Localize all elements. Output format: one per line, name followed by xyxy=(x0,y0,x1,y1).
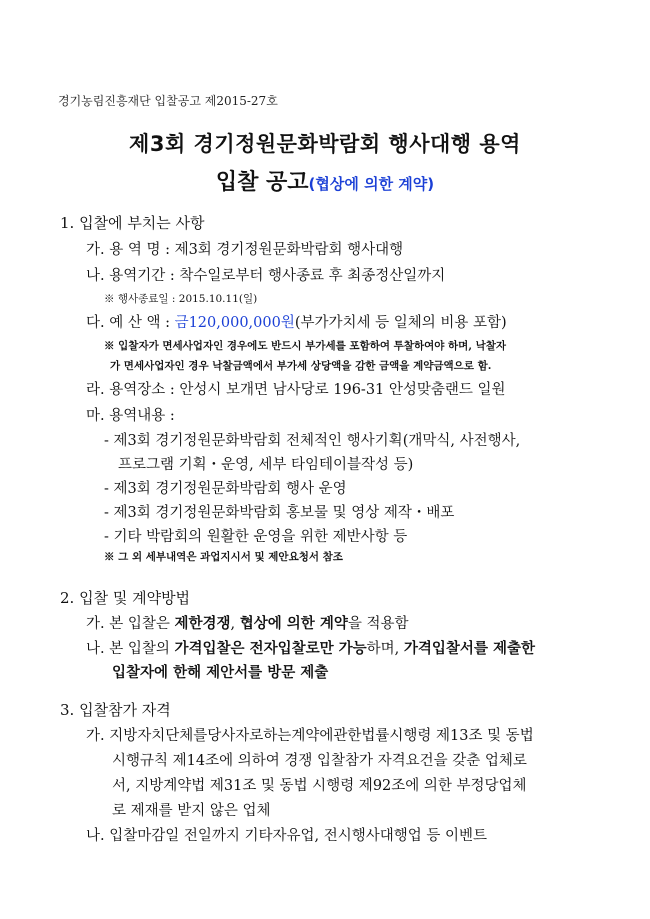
qualification-line: 서, 지방계약법 제31조 및 동법 시행령 제92조에 의한 부정당업체 xyxy=(112,778,527,794)
note-end-date: ※ 행사종료일 : 2015.10.11(일) xyxy=(104,293,258,305)
notice-number: 경기농림진흥재단 입찰공고 제2015-27호 xyxy=(58,94,278,108)
bid-method-mid: 하며, xyxy=(366,641,404,657)
service-name-value: 제3회 경기정원문화박람회 행사대행 xyxy=(174,242,404,258)
item-bid-method xyxy=(86,637,535,658)
service-location-label: 라. 용역장소 : xyxy=(86,382,180,398)
title-line-2 xyxy=(0,165,650,196)
service-period-label: 나. 용역기간 : xyxy=(86,268,180,284)
qualification-line: 가. 지방자치단체를당사자로하는계약에관한법률시행령 제13조 및 동법 xyxy=(86,728,534,744)
contract-method-prefix: 가. 본 입찰은 xyxy=(86,616,175,632)
item-service-name xyxy=(86,238,403,259)
service-location-value: 안성시 보개면 남사당로 196-31 안성맞춤랜드 일원 xyxy=(179,382,506,398)
service-name-label: 가. 용 역 명 : xyxy=(86,242,175,258)
item-service-location xyxy=(86,378,506,399)
title-line-1: 제3회 경기정원문화박람회 행사대행 용역 xyxy=(129,132,521,156)
budget-label: 다. 예 산 액 : xyxy=(86,315,175,331)
contract-method-bold-2: 협상에 의한 계약 xyxy=(239,615,348,632)
contract-method-mid: , xyxy=(230,616,240,632)
content-item: - 제3회 경기정원문화박람회 홍보물 및 영상 제작・배포 xyxy=(104,505,455,521)
content-item: - 제3회 경기정원문화박람회 전체적인 행사기획(개막식, 사전행사, xyxy=(104,433,521,449)
item-contract-method xyxy=(86,612,409,633)
title-sub: (협상에 의한 계약) xyxy=(308,175,435,193)
content-item: 프로그램 기획・운영, 세부 타임테이블작성 등) xyxy=(118,457,414,473)
item-service-content-label: 마. 용역내용 : xyxy=(86,408,175,424)
budget-suffix: (부가가치세 등 일체의 비용 포함) xyxy=(294,315,507,331)
bid-method-line-2: 입찰자에 한해 제안서를 방문 제출 xyxy=(112,664,329,681)
item-service-period xyxy=(86,264,445,285)
bid-method-prefix: 나. 본 입찰의 xyxy=(86,641,175,657)
service-period-value: 착수일로부터 행사종료 후 최종정산일까지 xyxy=(179,268,446,284)
bid-method-bold-2: 가격입찰서를 제출한 xyxy=(403,640,536,657)
qualification-line: 시행규칙 제14조에 의하여 경쟁 입찰참가 자격요건을 갖춘 업체로 xyxy=(112,753,527,769)
section-3-heading: 3. 입찰참가 자격 xyxy=(60,701,171,719)
item-budget xyxy=(86,311,507,332)
contract-method-bold-1: 제한경쟁 xyxy=(174,615,231,632)
note-vat-line-1: ※ 입찰자가 면세사업자인 경우에도 반드시 부가세를 포함하여 투찰하여야 하며, 낙찰자 xyxy=(104,340,507,352)
bid-method-bold-1: 가격입찰은 전자입찰로만 가능 xyxy=(174,640,367,657)
contract-method-suffix: 을 적용함 xyxy=(347,616,409,632)
budget-amount: 금120,000,000원 xyxy=(174,315,295,331)
section-1-heading: 1. 입찰에 부치는 사항 xyxy=(60,214,205,232)
content-item: - 기타 박람회의 원활한 운영을 위한 제반사항 등 xyxy=(104,529,408,545)
title-main: 입찰 공고 xyxy=(215,170,309,195)
note-details: ※ 그 외 세부내역은 과업지시서 및 제안요청서 참조 xyxy=(104,551,343,563)
content-item: - 제3회 경기정원문화박람회 행사 운영 xyxy=(104,481,347,497)
note-vat-line-2: 가 면세사업자인 경우 낙찰금액에서 부가세 상당액을 감한 금액을 계약금액으로 함. xyxy=(110,360,492,372)
qualification-line: 로 제재를 받지 않은 업체 xyxy=(112,803,271,819)
qualification-na: 나. 입찰마감일 전일까지 기타자유업, 전시행사대행업 등 이벤트 xyxy=(86,828,488,844)
section-2-heading: 2. 입찰 및 계약방법 xyxy=(60,589,191,607)
